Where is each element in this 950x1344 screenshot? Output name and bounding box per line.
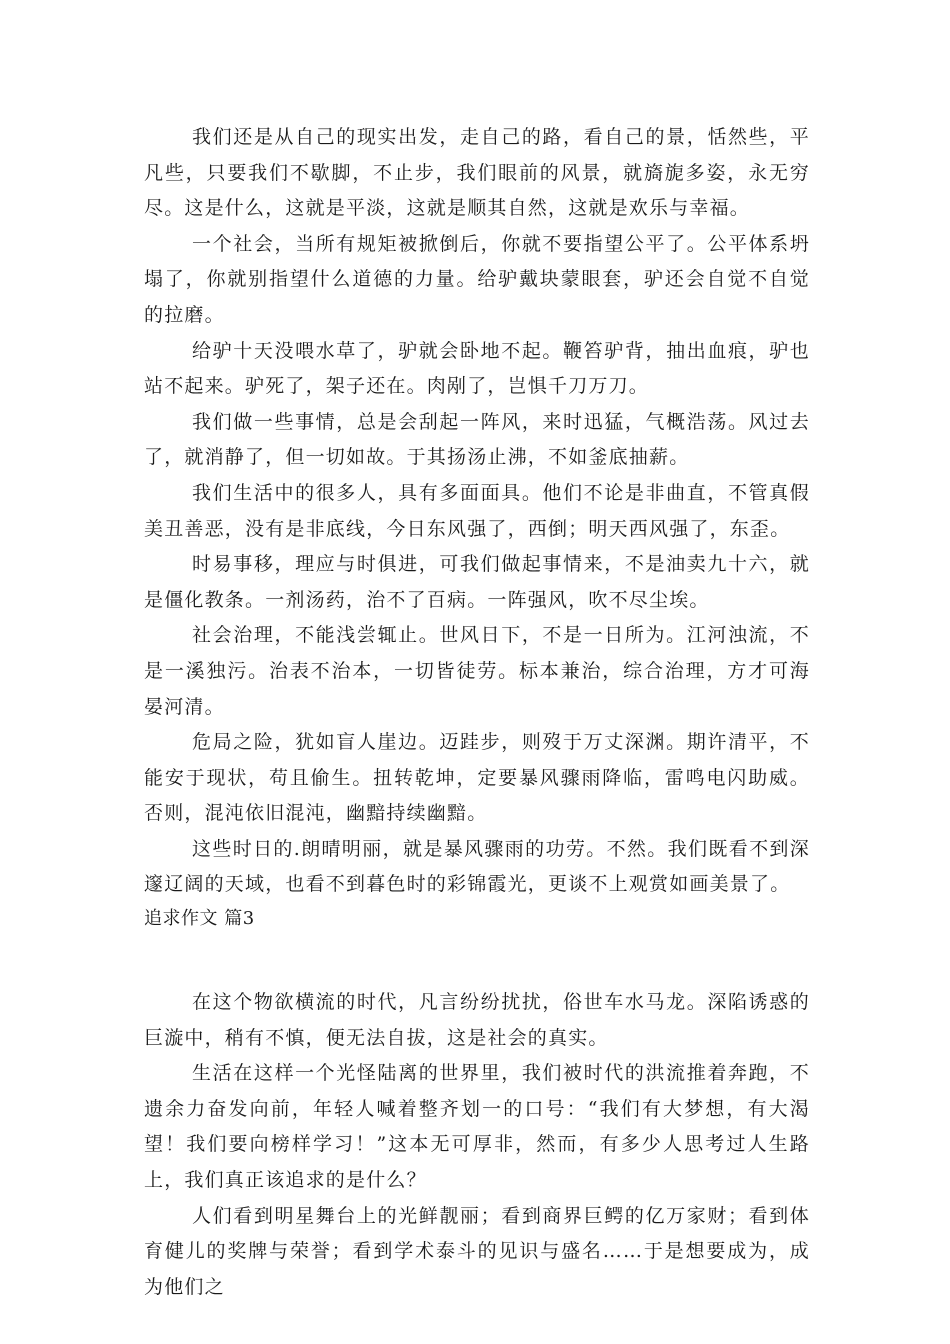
section-heading: 追求作文 篇3: [144, 908, 255, 930]
paragraph: 危局之险，犹如盲人崖边。迈跬步，则歿于万丈深渊。期许清平，不能安于现状，苟且偷生。扭转乾坤，定要暴风骤雨降临，雷鸣电闪助威。否则，混沌依旧混沌，幽黯持续幽黯。: [144, 731, 810, 825]
paragraph: 这些时日的.朗晴明丽，就是暴风骤雨的功劳。不然。我们既看不到深邃辽阔的天域，也看不到暮色时的彩锦霞光，更谈不上观赏如画美景了。: [144, 837, 810, 896]
paragraph: 生活在这样一个光怪陆离的世界里，我们被时代的洪流推着奔跑，不遗余力奋发向前，年轻人喊着整齐划一的口号：“我们有大梦想，有大渴望！我们要向榜样学习！”这本无可厚非，然而，有多少人思考过人生路上，我们真正该追求的是什么？: [144, 1062, 810, 1192]
paragraph: 我们做一些事情，总是会刮起一阵风，来时迅猛，气概浩荡。风过去了，就消静了，但一切如故。于其扬汤止沸，不如釜底抽薪。: [144, 410, 810, 469]
paragraph: 人们看到明星舞台上的光鲜靓丽；看到商界巨鳄的亿万家财；看到体育健儿的奖牌与荣誉；看到学术泰斗的见识与盛名……于是想要成为，成为他们之: [144, 1204, 810, 1298]
section-spacer: [144, 935, 810, 985]
paragraph: 给驴十天没喂水草了，驴就会卧地不起。鞭笞驴背，抽出血痕，驴也站不起来。驴死了，架子还在。肉剐了，岂惧千刀万刀。: [144, 339, 810, 398]
paragraph: 我们还是从自己的现实出发，走自己的路，看自己的景，恬然些，平凡些，只要我们不歇脚，不止步，我们眼前的风景，就旖旎多姿，永无穷尽。这是什么，这就是平淡，这就是顺其自然，这就是欢乐与幸福。: [144, 126, 810, 220]
document-body: [144, 120, 810, 1305]
paragraph: 时易事移，理应与时俱进，可我们做起事情来，不是油卖九十六，就是僵化教条。一剂汤药，治不了百病。一阵强风，吹不尽尘埃。: [144, 553, 810, 611]
paragraph: 一个社会，当所有规矩被掀倒后，你就不要指望公平了。公平体系坍塌了，你就别指望什么道德的力量。给驴戴块蒙眼套，驴还会自觉不自觉的拉磨。: [144, 232, 810, 326]
paragraph: 社会治理，不能浅尝辄止。世风日下，不是一日所为。江河浊流，不是一溪独污。治表不治本，一切皆徒劳。标本兼治，综合治理，方才可海晏河清。: [144, 624, 810, 718]
paragraph: 在这个物欲横流的时代，凡言纷纷扰扰，俗世车水马龙。深陷诱惑的巨漩中，稍有不慎，便无法自拔，这是社会的真实。: [144, 991, 810, 1049]
paragraph: 我们生活中的很多人，具有多面面具。他们不论是非曲直，不管真假美丑善恶，没有是非底线，今日东风强了，西倒；明天西风强了，东歪。: [144, 481, 810, 540]
